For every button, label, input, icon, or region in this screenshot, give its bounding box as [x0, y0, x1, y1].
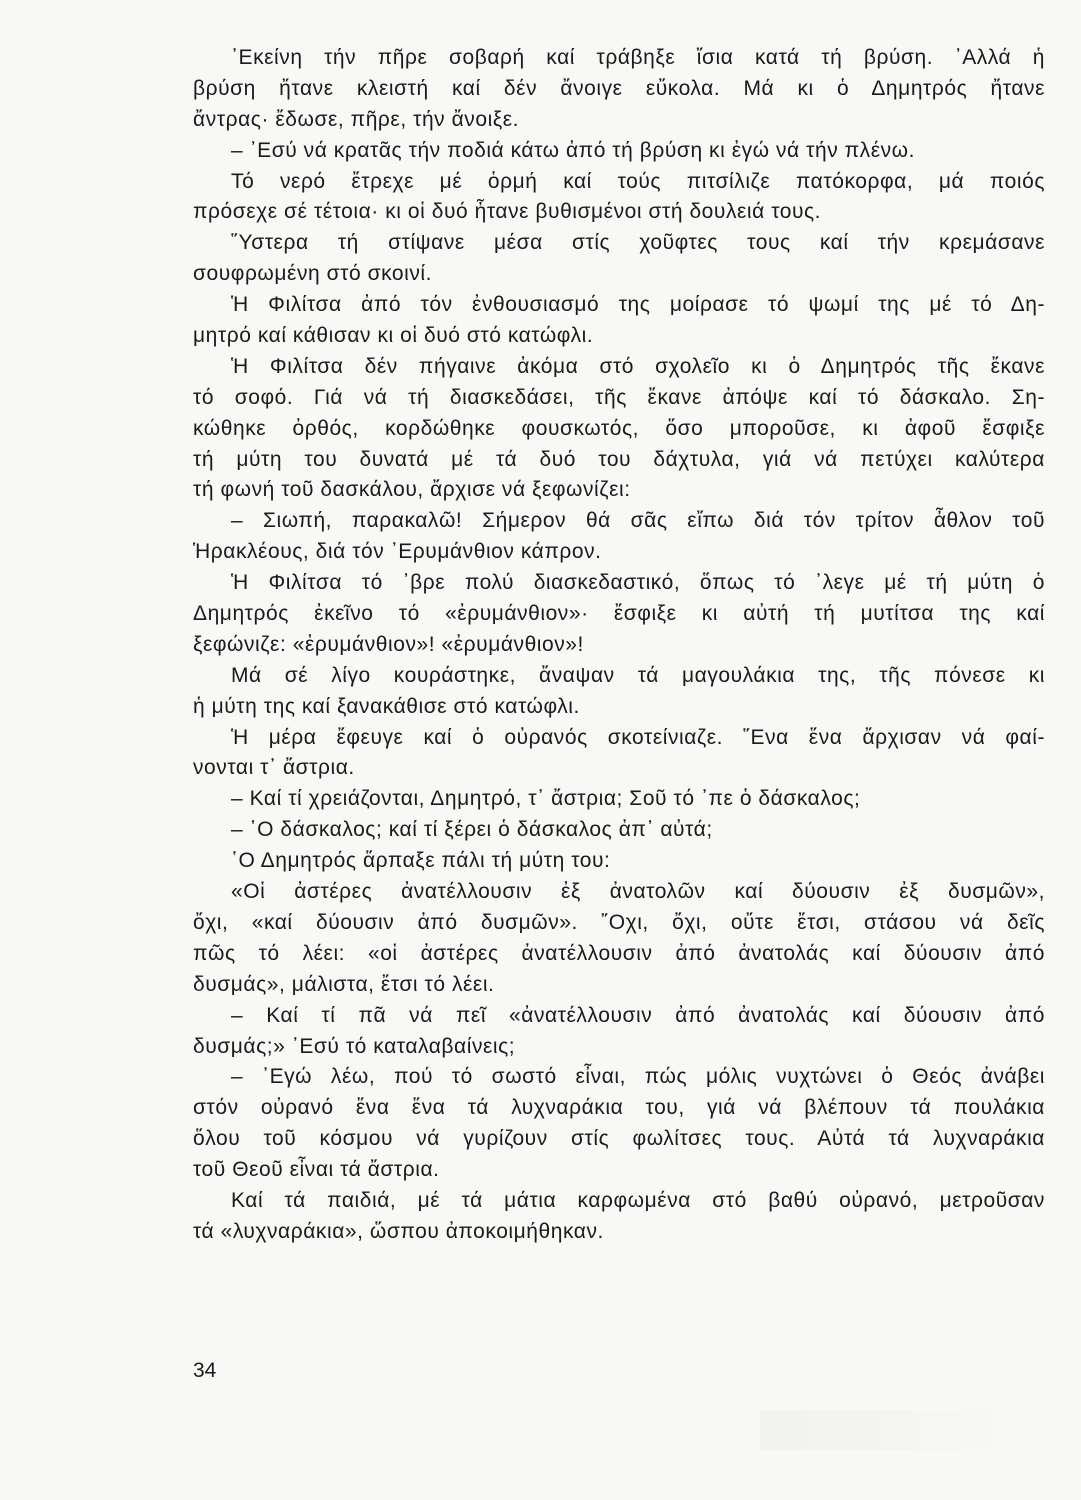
- text-line: ξεφώνιζε: «ἐρυμάνθιον»! «ἐρυμάνθιον»!: [193, 632, 584, 656]
- text-line: – ῾Ο δάσκαλος; καί τί ξέρει ὁ δάσκαλος ἀπ᾿ αὐτά;: [231, 818, 713, 842]
- text-line: στόν οὐρανό ἕνα ἕνα τά λυχναράκια του, γιά νά βλέπουν τά πουλάκια: [193, 1096, 1045, 1120]
- page-number: 34: [193, 1359, 217, 1382]
- text-line: ἄντρας· ἔδωσε, πῆρε, τήν ἄνοιξε.: [193, 107, 520, 131]
- text-line: ὅλου τοῦ κόσμου νά γυρίζουν στίς φωλίτσες τους. Αὐτά τά λυχναράκια: [193, 1127, 1045, 1151]
- text-line: τά «λυχναράκια», ὥσπου ἀποκοιμήθηκαν.: [193, 1219, 604, 1243]
- text-line: πρόσεχε σέ τέτοια· κι οἱ δυό ἦτανε βυθισμένοι στή δουλειά τους.: [193, 200, 822, 224]
- text-line: τή μύτη του δυνατά μέ τά δυό του δάχτυλα, γιά νά πετύχει καλύτερα: [193, 447, 1045, 471]
- text-line: – Σιωπή, παρακαλῶ! Σήμερον θά σᾶς εἴπω διά τόν τρίτον ἆθλον τοῦ: [231, 509, 1045, 533]
- text-line: σουφρωμένη στό σκοινί.: [193, 262, 432, 286]
- text-line: βρύση ἤτανε κλειστή καί δέν ἄνοιγε εὔκολα. Μά κι ὁ Δημητρός ἤτανε: [193, 76, 1045, 100]
- text-line: ᾿Εκείνη τήν πῆρε σοβαρή καί τράβηξε ἴσια κατά τή βρύση. ᾿Αλλά ἡ: [231, 46, 1045, 69]
- text-line: «Οἱ ἀστέρες ἀνατέλλουσιν ἐξ ἀνατολῶν καί δύουσιν ἐξ δυσμῶν»,: [231, 880, 1045, 904]
- text-line: – Καί τί πᾶ νά πεῖ «ἀνατέλλουσιν ἀπό ἀνατολάς καί δύουσιν ἀπό: [231, 1003, 1045, 1027]
- text-line: πῶς τό λέει: «οἱ ἀστέρες ἀνατέλλουσιν ἀπό ἀνατολάς καί δύουσιν ἀπό: [193, 941, 1045, 965]
- text-line: Δημητρός ἐκεῖνο τό «ἐρυμάνθιον»· ἔσφιξε κι αὐτή τή μυτίτσα της καί: [193, 602, 1045, 626]
- text-line: τό σοφό. Γιά νά τή διασκεδάσει, τῆς ἔκανε ἀπόψε καί τό δάσκαλο. Ση-: [193, 385, 1045, 409]
- text-line: τοῦ Θεοῦ εἶναι τά ἄστρια.: [193, 1158, 440, 1182]
- text-line: Καί τά παιδιά, μέ τά μάτια καρφωμένα στό βαθύ οὐρανό, μετροῦσαν: [231, 1188, 1045, 1212]
- text-line: Ἡ Φιλίτσα δέν πήγαινε ἀκόμα στό σχολεῖο κι ὁ Δημητρός τῆς ἔκανε: [231, 354, 1045, 378]
- text-line: Ἡ Φιλίτσα ἀπό τόν ἐνθουσιασμό της μοίρασε τό ψωμί της μέ τό Δη-: [231, 293, 1045, 317]
- text-line: Μά σέ λίγο κουράστηκε, ἄναψαν τά μαγουλάκια της, τῆς πόνεσε κι: [231, 663, 1045, 687]
- text-line: Ἡ μέρα ἔφευγε καί ὁ οὐρανός σκοτείνιαζε. ῞Ενα ἕνα ἄρχισαν νά φαί-: [231, 725, 1045, 749]
- text-line: Ἡρακλέους, διά τόν ᾿Ερυμάνθιον κάπρον.: [193, 540, 602, 564]
- text-line: ὄχι, «καί δύουσιν ἀπό δυσμῶν». ῎Οχι, ὄχι, οὔτε ἔτσι, στάσου νά δεῖς: [193, 910, 1045, 934]
- text-line: ῾Ο Δημητρός ἅρπαξε πάλι τή μύτη του:: [231, 849, 611, 873]
- text-line: δυσμάς;» ᾿Εσύ τό καταλαβαίνεις;: [193, 1034, 516, 1058]
- text-line: μητρό καί κάθισαν κι οἱ δυό στό κατώφλι.: [193, 324, 594, 348]
- body-text: [193, 43, 1045, 1248]
- text-line: – ᾿Εγώ λέω, πού τό σωστό εἶναι, πώς μόλις νυχτώνει ὁ Θεός ἀνάβει: [231, 1065, 1045, 1089]
- show-through-shadow: [760, 1410, 1020, 1450]
- text-line: Ἡ Φιλίτσα τό ᾿βρε πολύ διασκεδαστικό, ὅπως τό ᾿λεγε μέ τή μύτη ὁ: [231, 571, 1045, 595]
- text-line: – ᾿Εσύ νά κρατᾶς τήν ποδιά κάτω ἀπό τή βρύση κι ἐγώ νά τήν πλένω.: [231, 138, 916, 162]
- text-line: δυσμάς», μάλιστα, ἔτσι τό λέει.: [193, 972, 495, 996]
- text-line: – Καί τί χρειάζονται, Δημητρό, τ᾿ ἄστρια; Σοῦ τό ᾿πε ὁ δάσκαλος;: [231, 787, 861, 811]
- text-line: τή φωνή τοῦ δασκάλου, ἄρχισε νά ξεφωνίζει:: [193, 478, 631, 502]
- text-line: Τό νερό ἔτρεχε μέ ὁρμή καί τούς πιτσίλιζε πατόκορφα, μά ποιός: [231, 169, 1045, 193]
- text-line: ῞Υστερα τή στίψανε μέσα στίς χοῦφτες τους καί τήν κρεμάσανε: [231, 231, 1045, 255]
- text-line: νονται τ᾿ ἄστρια.: [193, 756, 355, 780]
- text-line: κώθηκε ὀρθός, κορδώθηκε φουσκωτός, ὅσο μποροῦσε, κι ἀφοῦ ἔσφιξε: [193, 416, 1045, 440]
- text-line: ἡ μύτη της καί ξανακάθισε στό κατώφλι.: [193, 694, 580, 718]
